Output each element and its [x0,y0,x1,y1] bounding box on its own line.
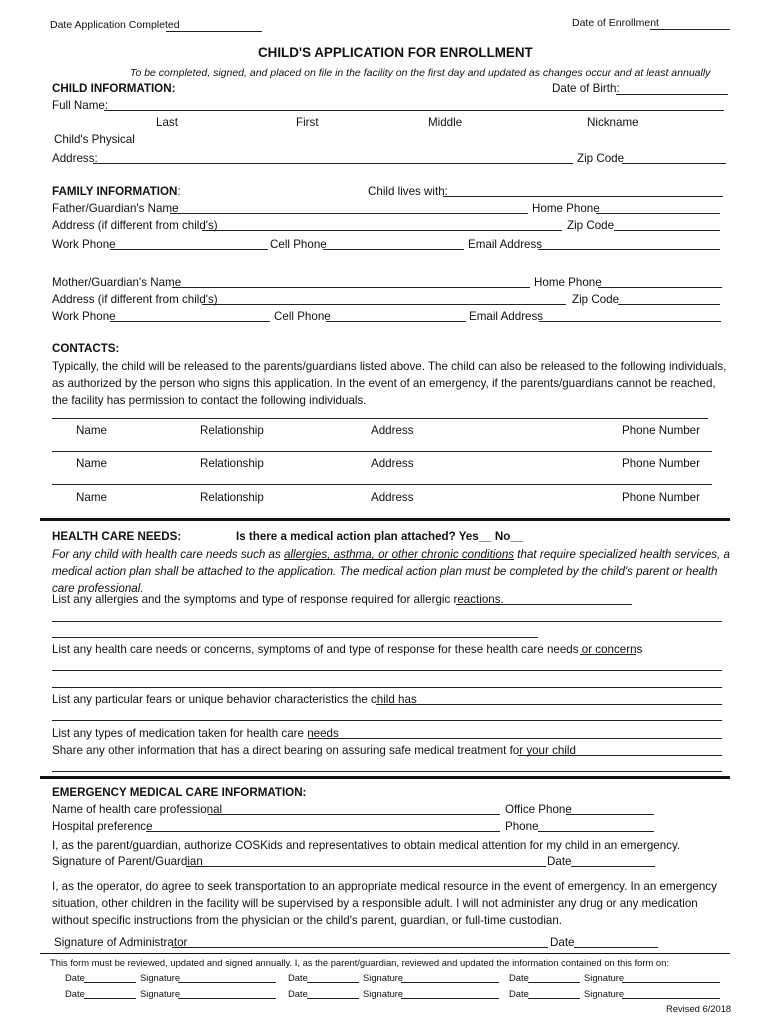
medication-field[interactable] [308,738,722,739]
father-work-phone-label: Work Phone [52,238,116,251]
review-date-label: Date [509,988,529,999]
review-signature-field[interactable] [178,998,276,999]
mother-work-phone-field[interactable] [110,321,270,322]
sig-admin-field[interactable] [172,947,548,948]
mother-email-label: Email Address [469,310,544,323]
sig-parent-label: Signature of Parent/Guardian [52,855,203,868]
review-date-label: Date [65,988,85,999]
hospital-label: Hospital preference [52,820,153,833]
family-info-heading: FAMILY INFORMATION: [52,185,181,198]
mother-work-phone-label: Work Phone [52,310,116,323]
allergies-field-line[interactable] [52,637,538,638]
form-subtitle: To be completed, signed, and placed on file in the facility on the first day and updated as changes occur and at least annually [130,67,711,79]
father-home-phone-label: Home Phone [532,202,600,215]
sig-parent-date-label: Date [547,855,572,868]
sig-parent-date-field[interactable] [571,866,655,867]
name-part-last: Last [156,116,178,129]
action-plan-question: Is there a medical action plan attached? Yes__ No__ [236,530,524,543]
name-part-first: First [296,116,319,129]
contacts-heading: CONTACTS: [52,342,120,355]
review-signature-field[interactable] [622,998,720,999]
sig-admin-label: Signature of Administrator [54,936,188,949]
contact-col-address: Address [371,424,414,437]
full-name-label: Full Name: [52,99,109,112]
sig-admin-date-field[interactable] [574,947,658,948]
review-signature-field[interactable] [178,982,276,983]
father-address-label: Address (if different from child's) [52,219,218,232]
father-cell-phone-label: Cell Phone [270,238,327,251]
date-enrollment-field[interactable] [650,29,730,30]
mother-name-field[interactable] [172,287,530,288]
other-info-field-line[interactable] [52,771,722,772]
contact-col-relationship: Relationship [200,491,264,504]
review-signature-field[interactable] [401,982,499,983]
child-address-label: Address: [52,152,98,165]
authorize-text: I, as the parent/guardian, authorize COSKids and representatives to obtain medical attention for my child in an emergency. [52,839,681,852]
needs-field-line[interactable] [52,687,722,688]
date-enrollment-label: Date of Enrollment [572,17,659,29]
contact-col-address: Address [371,491,414,504]
contacts-paragraph: Typically, the child will be released to the parents/guardians listed above. The child can also be released to the following individuals, as authorized by the person who signs this application. In the event of an emergency, if the parents/guardians cannot be reached, the facility has permission to contact the following individuals. [52,360,727,407]
dob-field[interactable] [616,94,728,95]
contact-col-name: Name [76,457,107,470]
name-part-nickname: Nickname [587,116,639,129]
lives-with-field[interactable] [443,196,723,197]
form-title: CHILD'S APPLICATION FOR ENROLLMENT [258,45,533,60]
fears-field-line[interactable] [52,720,722,721]
other-info-question: Share any other information that has a direct bearing on assuring safe medical treatment for your child [52,744,576,757]
full-name-field[interactable] [104,110,724,111]
review-signature-label: Signature [140,972,181,983]
father-name-field[interactable] [170,213,528,214]
contact-col-relationship: Relationship [200,457,264,470]
contact-col-phone: Phone Number [622,457,700,470]
medication-question: List any types of medication taken for health care needs [52,727,339,740]
mother-email-field[interactable] [539,321,721,322]
mother-address-label: Address (if different from child's) [52,293,218,306]
hospital-phone-label: Phone [505,820,539,833]
contact-row-2[interactable] [52,451,712,452]
date-completed-field[interactable] [166,31,262,32]
father-work-phone-field[interactable] [110,249,268,250]
revised-date: Revised 6/2018 [666,1003,732,1014]
mother-address-field[interactable] [202,304,566,305]
allergies-field[interactable] [456,604,632,605]
review-date-field[interactable] [528,982,580,983]
sig-admin-date-label: Date [550,936,575,949]
mother-zip-field[interactable] [618,304,720,305]
needs-question: List any health care needs or concerns, symptoms of and type of response for these health care needs or concerns [52,643,643,656]
review-signature-label: Signature [584,972,625,983]
contact-col-address: Address [371,457,414,470]
other-info-field[interactable] [518,755,722,756]
fears-field[interactable] [376,704,722,705]
review-date-label: Date [65,972,85,983]
contact-col-phone: Phone Number [622,424,700,437]
contact-col-name: Name [76,424,107,437]
allergies-field-line[interactable] [52,621,722,622]
needs-field[interactable] [580,654,636,655]
review-signature-label: Signature [363,972,404,983]
contact-col-phone: Phone Number [622,491,700,504]
contact-col-name: Name [76,491,107,504]
review-date-field[interactable] [307,982,359,983]
lives-with-label: Child lives with: [368,185,448,198]
mother-home-phone-label: Home Phone [534,276,602,289]
health-note: For any child with health care needs such as allergies, asthma, or other chronic conditions that require specialized health services, a medical action plan shall be attached to the application. The medical action plan must be completed by the child's parent or health care professional. [52,548,730,595]
review-date-field[interactable] [528,998,580,999]
health-heading: HEALTH CARE NEEDS: [52,530,182,543]
needs-field-line[interactable] [52,670,722,671]
hospital-phone-field[interactable] [538,831,654,832]
father-home-phone-field[interactable] [596,213,720,214]
section-divider [40,518,730,521]
review-date-field[interactable] [84,998,136,999]
review-signature-label: Signature [584,988,625,999]
review-signature-field[interactable] [622,982,720,983]
review-date-field[interactable] [84,982,136,983]
review-date-label: Date [288,972,308,983]
dob-label: Date of Birth: [552,82,620,95]
section-divider [40,776,730,779]
contact-row-3[interactable] [52,484,712,485]
allergies-question: List any allergies and the symptoms and type of response required for allergic reactions. [52,593,504,606]
professional-label: Name of health care professional [52,803,223,816]
office-phone-label: Office Phone [505,803,572,816]
sig-parent-field[interactable] [186,866,546,867]
father-email-field[interactable] [538,249,720,250]
mother-cell-phone-field[interactable] [326,321,466,322]
mother-home-phone-field[interactable] [598,287,722,288]
mother-zip-label: Zip Code [572,293,620,306]
mother-cell-phone-label: Cell Phone [274,310,331,323]
review-signature-label: Signature [140,988,181,999]
father-cell-phone-field[interactable] [323,249,464,250]
review-signature-label: Signature [363,988,404,999]
child-zip-field[interactable] [622,163,726,164]
review-date-label: Date [288,988,308,999]
operator-text: I, as the operator, do agree to seek transportation to an appropriate medical resource in the event of emergency. In an emergency situation, other children in the facility will be supervised by a responsible adult. I will not administer any drug or any medication without specific instructions from the physician or the child's parent, guardian, or full-time custodian. [52,880,717,927]
mother-name-label: Mother/Guardian's Name [52,276,182,289]
child-zip-label: Zip Code [577,152,625,165]
father-address-field[interactable] [202,230,562,231]
professional-field[interactable] [208,814,500,815]
emergency-heading: EMERGENCY MEDICAL CARE INFORMATION: [52,786,307,799]
date-completed-label: Date Application Completed [50,19,180,31]
contact-row-1[interactable] [52,418,708,419]
footer-divider [40,953,730,954]
fears-question: List any particular fears or unique behavior characteristics the child has [52,693,417,706]
child-address-field[interactable] [93,163,573,164]
contact-col-relationship: Relationship [200,424,264,437]
father-zip-label: Zip Code [567,219,615,232]
hospital-field[interactable] [146,831,500,832]
physical-label: Child's Physical [54,133,135,146]
father-email-label: Email Address [468,238,543,251]
father-name-label: Father/Guardian's Name [52,202,179,215]
review-text: This form must be reviewed, updated and signed annually. I, as the parent/guardian, reviewed and updated the information contained on this form on: [50,957,669,968]
name-part-middle: Middle [428,116,463,129]
office-phone-field[interactable] [566,814,654,815]
review-date-field[interactable] [307,998,359,999]
review-signature-field[interactable] [401,998,499,999]
father-zip-field[interactable] [614,230,720,231]
review-date-label: Date [509,972,529,983]
child-info-heading: CHILD INFORMATION: [52,82,176,95]
